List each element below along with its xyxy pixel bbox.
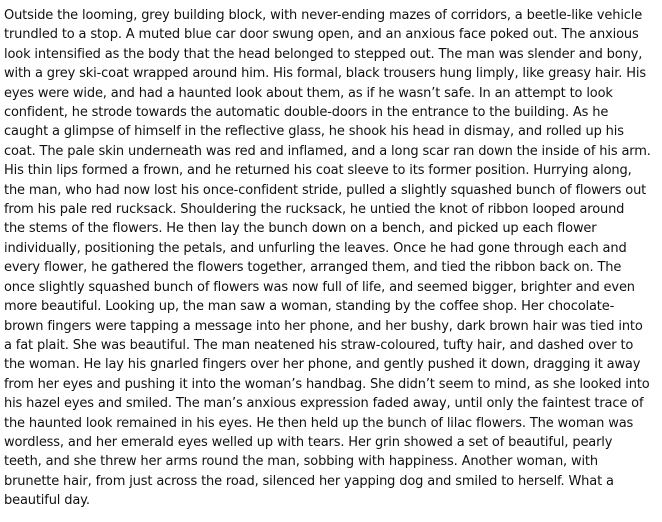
text-line: every flower, he gathered the flowers together, arranged them, and tied the ribbon back on. The <box>4 260 622 276</box>
text-line: Outside the looming, grey building block, with never-ending mazes of corridors, a beetle-like vehicle <box>4 8 643 23</box>
text-line: a fat plait. She was beautiful. The man neatened his straw-coloured, tufty hair, and dashed over to <box>4 337 634 353</box>
story-paragraph <box>4 6 658 511</box>
text-line: His thin lips formed a frown, and he returned his coat sleeve to its former position. Hurrying along, <box>4 163 632 179</box>
text-line: the stems of the flowers. He then lay the bunch down on a bench, and picked up each flower <box>4 221 597 237</box>
text-line: beautiful day. <box>4 493 90 509</box>
text-line: the woman. He lay his gnarled fingers over her phone, and gently pushed it down, dragging it away <box>4 357 641 373</box>
text-line: wordless, and her emerald eyes welled up with tears. Her grin showed a set of beautiful, pearly <box>4 434 613 450</box>
text-line: confident, he strode towards the automatic double-doors in the entrance to the building. As he <box>4 105 609 121</box>
text-line: caught a glimpse of himself in the reflective glass, he shook his head in dismay, and rolled up his <box>4 124 624 140</box>
text-line: once slightly squashed bunch of flowers was now full of life, and seemed bigger, brighter and even <box>4 279 635 295</box>
text-line: his hazel eyes and smiled. The man’s anxious expression faded away, until only the faintest trace of <box>4 396 644 412</box>
text-line: coat. The pale skin underneath was red and inflamed, and a long scar ran down the inside of his arm. <box>4 143 651 159</box>
text-line: from her eyes and pushing it into the woman’s handbag. She didn’t seem to mind, as she looked into <box>4 376 650 392</box>
text-line: look intensified as the body that the head belonged to stepped out. The man was slender and bony, <box>4 46 643 62</box>
text-line: from his pale red rucksack. Shouldering the rucksack, he untied the knot of ribbon looped around <box>4 202 625 218</box>
text-line: more beautiful. Looking up, the man saw a woman, standing by the coffee shop. Her chocolate- <box>4 299 615 315</box>
text-line: individually, positioning the petals, and unfurling the leaves. Once he had gone through each and <box>4 240 627 256</box>
text-line: with a grey ski-coat wrapped around him. His formal, black trousers hung limply, like greasy hair. His <box>4 66 646 82</box>
text-line: the haunted look remained in his eyes. He then held up the bunch of lilac flowers. The woman was <box>4 415 634 431</box>
text-line: trundled to a stop. A muted blue car door swung open, and an anxious face poked out. The anxious <box>4 27 639 43</box>
text-line: brown fingers were tapping a message into her phone, and her bushy, dark brown hair was tied into <box>4 318 643 334</box>
text-line: teeth, and she threw her arms round the man, sobbing with happiness. Another woman, with <box>4 454 598 470</box>
text-line: eyes were wide, and had a haunted look about them, as if he wasn’t safe. In an attempt to look <box>4 85 613 101</box>
text-line: the man, who had now lost his once-confident stride, pulled a slightly squashed bunch of flowers out <box>4 182 647 198</box>
text-line: brunette hair, from just across the road, silenced her yapping dog and smiled to herself. What a <box>4 473 614 489</box>
